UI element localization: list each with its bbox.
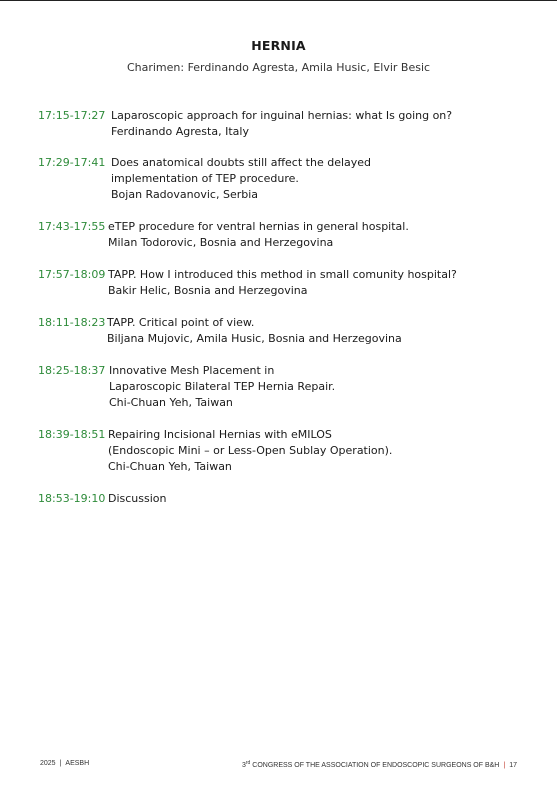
footer-congress-title: CONGRESS OF THE ASSOCIATION OF ENDOSCOPIC SURGEONS OF B&H [250,762,500,769]
program-item-title: Laparoscopic approach for inguinal hernias: what Is going on? [111,109,453,122]
program-item-title: Discussion [108,492,167,505]
program-item-time: 17:15-17:27 [38,109,106,122]
top-rule [0,0,557,1]
program-item-title: implementation of TEP procedure. [111,172,299,185]
program-item-time: 18:53-19:10 [38,492,106,505]
program-item-speaker: Chi-Chuan Yeh, Taiwan [108,460,232,473]
footer-page-number: 17 [509,762,517,769]
footer-left [40,760,89,767]
program-item-title: eTEP procedure for ventral hernias in general hospital. [108,220,409,233]
program-item-title: TAPP. Critical point of view. [107,316,255,329]
session-title: HERNIA [251,38,306,53]
program-item-title: TAPP. How I introduced this method in small comunity hospital? [108,268,457,281]
program-item-title: Does anatomical doubts still affect the delayed [111,156,372,169]
program-item-time: 17:43-17:55 [38,220,106,233]
program-item-time: 17:29-17:41 [38,156,106,169]
program-item-title: Laparoscopic Bilateral TEP Hernia Repair. [109,380,336,393]
program-item-title: Innovative Mesh Placement in [109,364,275,377]
footer-year: 2025 [40,760,56,767]
footer-separator: | [59,760,62,767]
program-item-time: 18:25-18:37 [38,364,106,377]
session-chairmen: Charimen: Ferdinando Agresta, Amila Husic, Elvir Besic [126,61,431,74]
program-item-speaker: Bojan Radovanovic, Serbia [111,188,259,201]
program-item-title: Repairing Incisional Hernias with eMILOS [108,428,332,441]
program-item-title: (Endoscopic Mini – or Less-Open Sublay Operation). [108,444,393,457]
program-item-time: 17:57-18:09 [38,268,106,281]
footer-separator: | [503,762,506,769]
program-item-time: 18:11-18:23 [38,316,106,329]
program-item-speaker: Ferdinando Agresta, Italy [111,125,249,138]
footer-org: AESBH [65,760,90,767]
program-item-time: 18:39-18:51 [38,428,106,441]
footer-right [242,760,517,769]
program-item-speaker: Milan Todorovic, Bosnia and Herzegovina [108,236,334,249]
footer-congress-ordinal-suffix: rd [245,760,251,766]
footer-congress-ordinal: 3 [241,762,246,769]
program-item-speaker: Bakir Helic, Bosnia and Herzegovina [108,284,308,297]
program-item-speaker: Chi-Chuan Yeh, Taiwan [109,396,233,409]
program-item-speaker: Biljana Mujovic, Amila Husic, Bosnia and Herzegovina [107,332,402,345]
